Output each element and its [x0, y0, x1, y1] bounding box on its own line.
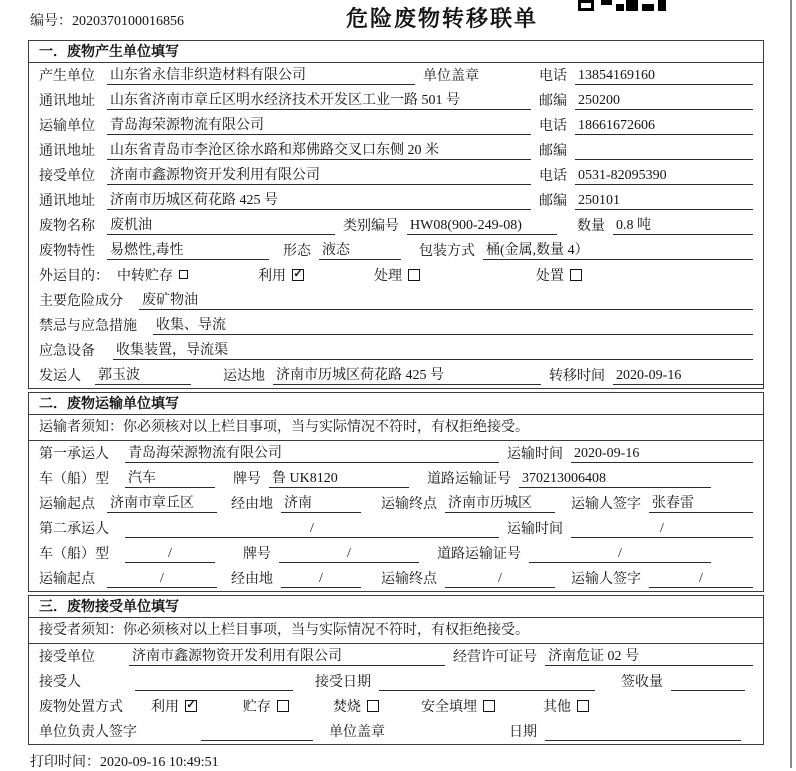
page-title: 危险废物转移联单 — [345, 6, 538, 31]
carrier-signature-label: 运输人签字 — [571, 497, 641, 512]
checkbox-disposal-incinerate — [367, 700, 379, 712]
first-carrier-label: 第一承运人 — [39, 447, 109, 462]
purpose-option-treat — [374, 265, 420, 285]
vehicle-type-value: / — [125, 546, 215, 563]
route-start-value: 济南市章丘区 — [107, 492, 217, 513]
waste-name-value: 废机油 — [107, 214, 335, 235]
receiver-phone-value: 0531-82095390 — [575, 168, 753, 185]
phone-label: 电话 — [539, 119, 567, 134]
waste-name-label: 废物名称 — [39, 219, 95, 234]
qr-code-fragment — [578, 0, 666, 11]
producer-address-value: 山东省济南市章丘区明水经济技术开发区工业一路 501 号 — [107, 89, 531, 110]
taboo-measures-label: 禁忌与应急措施 — [39, 319, 137, 334]
waste-character-value: 易燃性,毒性 — [107, 239, 269, 260]
transporter-value: 青岛海荣源物流有限公司 — [107, 114, 531, 135]
purpose-row — [29, 263, 763, 288]
destination-value: 济南市历城区荷花路 425 号 — [273, 364, 541, 385]
receive-date-value — [379, 674, 595, 691]
shipper-value: 郭玉波 — [95, 364, 191, 385]
transporter-row — [29, 113, 763, 138]
section-producer — [28, 40, 764, 389]
first-route-row — [29, 491, 763, 516]
checkbox-transfer-storage — [179, 270, 188, 279]
option-label: 安全填埋 — [421, 700, 477, 715]
disposal-option-other — [543, 696, 589, 716]
responsible-signature-value — [201, 724, 313, 741]
plate-label: 牌号 — [233, 472, 261, 487]
plate-label: 牌号 — [243, 547, 271, 562]
emergency-equipment-value: 收集装置，导流渠 — [113, 339, 753, 360]
producer-label: 产生单位 — [39, 69, 95, 84]
plate-value: / — [279, 546, 419, 563]
vehicle-type-label: 车（船）型 — [39, 472, 109, 487]
option-label: 中转贮存 — [117, 269, 173, 284]
hazard-component-value: 废矿物油 — [139, 289, 753, 310]
road-permit-label: 道路运输证号 — [437, 547, 521, 562]
receiver-label: 接受单位 — [39, 169, 95, 184]
checkbox-disposal-other — [577, 700, 589, 712]
disposal-option-utilize — [151, 696, 197, 716]
receiving-unit-value: 济南市鑫源物资开发利用有限公司 — [129, 645, 445, 666]
checkbox-disposal-landfill — [483, 700, 495, 712]
option-label: 处置 — [536, 269, 564, 284]
form-body — [28, 40, 764, 745]
packing-label: 包装方式 — [419, 244, 475, 259]
disposal-option-incinerate — [333, 696, 379, 716]
responsible-signature-row — [29, 719, 763, 744]
receiver-person-label: 接受人 — [39, 675, 81, 690]
receive-date-label: 接受日期 — [315, 675, 371, 690]
disposal-method-row — [29, 694, 763, 719]
shipper-label: 发运人 — [39, 369, 81, 384]
transfer-time-label: 转移时间 — [549, 369, 605, 384]
route-end-label: 运输终点 — [381, 497, 437, 512]
route-via-label: 经由地 — [231, 572, 273, 587]
option-label: 利用 — [151, 700, 179, 715]
receiving-unit-row — [29, 644, 763, 669]
receiver-person-value — [135, 674, 293, 691]
transporter-label: 运输单位 — [39, 119, 95, 134]
hazard-component-row — [29, 288, 763, 313]
waste-name-row — [29, 213, 763, 238]
option-label: 贮存 — [243, 700, 271, 715]
address-label: 通讯地址 — [39, 144, 95, 159]
second-carrier-value: / — [125, 521, 499, 538]
option-label: 处理 — [374, 269, 402, 284]
license-label: 经营许可证号 — [453, 650, 537, 665]
receiver-value: 济南市鑫源物资开发利用有限公司 — [107, 164, 531, 185]
waste-character-label: 废物特性 — [39, 244, 95, 259]
route-end-label: 运输终点 — [381, 572, 437, 587]
emergency-equipment-row — [29, 338, 763, 363]
serial-label: 编号： — [30, 14, 72, 29]
zip-label: 邮编 — [539, 94, 567, 109]
taboo-measures-row — [29, 313, 763, 338]
packing-value: 桶(金属,数量 4） — [483, 239, 753, 260]
route-via-value: 济南 — [281, 492, 361, 513]
unit-stamp-label: 单位盖章 — [329, 725, 385, 740]
date-label: 日期 — [509, 725, 537, 740]
second-vehicle-row — [29, 541, 763, 566]
section-transport-title: 二．废物运输单位填写 — [29, 393, 763, 415]
producer-value: 山东省永信非织造材料有限公司 — [107, 64, 415, 85]
section-receiver-title: 三．废物接受单位填写 — [29, 596, 763, 618]
category-code-value: HW08(900-249-08) — [407, 218, 557, 235]
receiver-address-row — [29, 188, 763, 213]
print-time — [30, 751, 796, 771]
second-carrier-label: 第二承运人 — [39, 522, 109, 537]
route-via-value: / — [281, 571, 361, 588]
second-transport-time-value: / — [571, 521, 753, 538]
disposal-option-store — [243, 696, 289, 716]
print-time-label: 打印时间： — [30, 755, 100, 770]
quantity-label: 数量 — [577, 219, 605, 234]
road-permit-value: 370213006408 — [519, 471, 711, 488]
page-edge-line — [790, 0, 792, 768]
route-end-value: 济南市历城区 — [445, 492, 555, 513]
second-carrier-row — [29, 516, 763, 541]
carrier-signature-value: 张春雷 — [649, 492, 753, 513]
waste-character-row — [29, 238, 763, 263]
serial-value: 2020370100016856 — [72, 14, 184, 29]
carrier-signature-value: / — [649, 571, 753, 588]
option-label: 其他 — [543, 700, 571, 715]
phone-label: 电话 — [539, 169, 567, 184]
producer-phone-value: 13854169160 — [575, 68, 753, 85]
emergency-equipment-label: 应急设备 — [39, 344, 95, 359]
receiver-zip-value: 250101 — [575, 193, 753, 210]
form-state-label: 形态 — [283, 244, 311, 259]
route-start-label: 运输起点 — [39, 572, 95, 587]
address-label: 通讯地址 — [39, 94, 95, 109]
first-carrier-value: 青岛海荣源物流有限公司 — [125, 442, 499, 463]
route-end-value: / — [445, 571, 555, 588]
shipper-row — [29, 363, 763, 388]
transport-notice: 运输者须知：你必须核对以上栏目事项，当与实际情况不符时，有权拒绝接受。 — [29, 415, 763, 441]
received-quantity-label: 签收量 — [621, 675, 663, 690]
section-producer-title: 一．废物产生单位填写 — [29, 41, 763, 63]
license-value: 济南危证 02 号 — [545, 645, 753, 666]
receiver-person-row — [29, 669, 763, 694]
transporter-address-value: 山东省青岛市李沧区徐水路和郑佛路交叉口东侧 20 米 — [107, 139, 531, 160]
hazard-component-label: 主要危险成分 — [39, 294, 123, 309]
road-permit-value: / — [529, 546, 711, 563]
purpose-label: 外运目的： — [39, 269, 109, 284]
section-transport — [28, 392, 764, 592]
section-receiver — [28, 595, 764, 745]
zip-label: 邮编 — [539, 194, 567, 209]
option-label: 利用 — [258, 269, 286, 284]
quantity-value: 0.8 吨 — [613, 214, 753, 235]
first-vehicle-row — [29, 466, 763, 491]
carrier-signature-label: 运输人签字 — [571, 572, 641, 587]
responsible-signature-label: 单位负责人签字 — [39, 725, 137, 740]
receiver-row — [29, 163, 763, 188]
route-via-label: 经由地 — [231, 497, 273, 512]
date-value — [545, 724, 741, 741]
checkbox-treat — [408, 269, 420, 281]
zip-label: 邮编 — [539, 144, 567, 159]
purpose-option-transfer-storage — [117, 265, 188, 285]
transporter-address-row — [29, 138, 763, 163]
category-code-label: 类别编号 — [343, 219, 399, 234]
checkbox-disposal-store — [277, 700, 289, 712]
route-start-value: / — [107, 571, 217, 588]
disposal-option-landfill — [421, 696, 495, 716]
first-carrier-row — [29, 441, 763, 466]
route-start-label: 运输起点 — [39, 497, 95, 512]
checkbox-dispose — [570, 269, 582, 281]
vehicle-type-value: 汽车 — [125, 467, 215, 488]
transport-time-label: 运输时间 — [507, 447, 563, 462]
received-quantity-value — [671, 674, 745, 691]
transport-time-label: 运输时间 — [507, 522, 563, 537]
transporter-zip-value — [575, 143, 753, 160]
receiver-notice: 接受者须知：你必须核对以上栏目事项，当与实际情况不符时，有权拒绝接受。 — [29, 618, 763, 644]
phone-label: 电话 — [539, 69, 567, 84]
disposal-method-label: 废物处置方式 — [39, 700, 123, 715]
receiving-unit-label: 接受单位 — [39, 650, 95, 665]
address-label: 通讯地址 — [39, 194, 95, 209]
vehicle-type-label: 车（船）型 — [39, 547, 109, 562]
first-transport-time-value: 2020-09-16 — [571, 446, 753, 463]
second-route-row — [29, 566, 763, 591]
transporter-phone-value: 18661672606 — [575, 118, 753, 135]
form-state-value: 液态 — [319, 239, 401, 260]
checkbox-utilize: ✓ — [293, 268, 303, 280]
transfer-time-value: 2020-09-16 — [613, 368, 763, 385]
destination-label: 运达地 — [223, 369, 265, 384]
unit-stamp-label: 单位盖章 — [423, 69, 479, 84]
checkbox-disposal-utilize: ✓ — [186, 699, 196, 711]
producer-zip-value: 250200 — [575, 93, 753, 110]
receiver-address-value: 济南市历城区荷花路 425 号 — [107, 189, 531, 210]
producer-address-row — [29, 88, 763, 113]
page-header — [0, 0, 796, 40]
purpose-option-utilize — [258, 265, 304, 285]
purpose-option-dispose — [536, 265, 582, 285]
producer-row — [29, 63, 763, 88]
road-permit-label: 道路运输证号 — [427, 472, 511, 487]
taboo-measures-value: 收集、导流 — [153, 314, 753, 335]
print-time-value: 2020-09-16 10:49:51 — [100, 755, 219, 770]
option-label: 焚烧 — [333, 700, 361, 715]
plate-value: 鲁 UK8120 — [269, 467, 409, 488]
